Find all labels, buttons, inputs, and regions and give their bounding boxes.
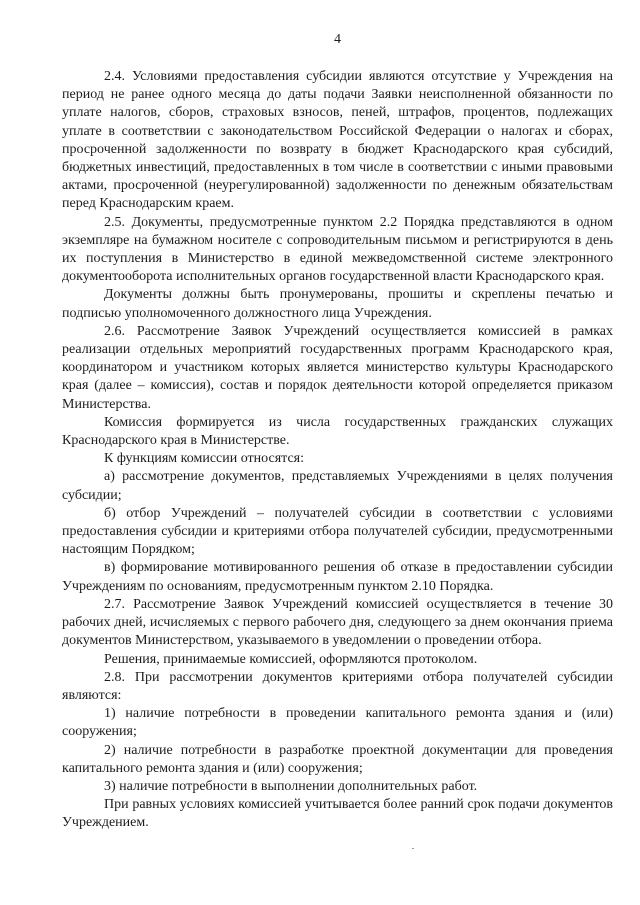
list-item-criterion-2: 2) наличие потребности в разработке проектной документации для проведения капитального ремонта здания и (или) сооружения; — [62, 742, 613, 776]
paragraph-2-4: 2.4. Условиями предоставления субсидии являются отсутствие у Учреждения на период не ранее одного месяца до даты подачи Заявки неисполненной обязанности по уплате налогов, сборов, страховых взносов, пеней, штрафов, процентов, подлежащих уплате в соответствии с законодательством Российской Федерации о налогах и сборах, просроченной задолженности по возврату в бюджет Краснодарского края субсидий, бюджетных инвестиций, предоставленных в том числе в соответствии с иными правовыми актами, просроченной (неурегулированной) задолженности по денежным обязательствам перед Краснодарским краем. — [62, 69, 613, 212]
list-item-criterion-1: 1) наличие потребности в проведении капитального ремонта здания и (или) сооружения; — [62, 706, 613, 740]
list-item-function-b: б) отбор Учреждений – получателей субсидии в соответствии с условиями предоставления субсидии и критериями отбора получателей субсидии, предусмотренными настоящим Порядком; — [62, 505, 613, 558]
list-item-function-c: в) формирование мотивированного решения об отказе в предоставлении субсидии Учреждениям по основаниям, предусмотренным пунктом 2.10 Порядка. — [62, 560, 613, 594]
paragraph-equal-conditions: При равных условиях комиссией учитывается более ранний срок подачи документов Учреждением. — [62, 797, 613, 831]
paragraph-documents-requirements: Документы должны быть пронумерованы, прошиты и скреплены печатью и подписью уполномоченного должностного лица Учреждения. — [62, 287, 613, 321]
paragraph-2-5: 2.5. Документы, предусмотренные пунктом 2.2 Порядка представляются в одном экземпляре на бумажном носителе с сопроводительным письмом и регистрируются в день их поступления в Министерство в единой межведомственной системе электронного документооборота исполнительных органов государственной власти Краснодарского края. — [62, 214, 613, 285]
paragraph-commission-functions-intro: К функциям комиссии относятся: — [104, 451, 304, 467]
page-number: 4 — [334, 32, 341, 47]
paragraph-2-8: 2.8. При рассмотрении документов критериями отбора получателей субсидии являются: — [62, 669, 613, 703]
paragraph-decisions-protocol: Решения, принимаемые комиссией, оформляются протоколом. — [104, 651, 478, 667]
paragraph-2-7: 2.7. Рассмотрение Заявок Учреждений комиссией осуществляется в течение 30 рабочих дней, исчисляемых с первого рабочего дня, следующего за днем окончания приема документов Министерством, указываемого в уведомлении о проведении отбора. — [62, 596, 613, 649]
paragraph-commission-composition: Комиссия формируется из числа государственных гражданских служащих Краснодарского края в Министерстве. — [62, 414, 613, 449]
list-item-function-a: а) рассмотрение документов, представляемых Учреждениями в целях получения субсидии; — [62, 469, 613, 503]
paragraph-2-6: 2.6. Рассмотрение Заявок Учреждений осуществляется комиссией в рамках реализации отдельных мероприятий государственных программ Краснодарского края, координатором и участником которых является министерство культуры Краснодарского края (далее – комиссия), состав и порядок деятельности которой определяется приказом Министерства. — [62, 323, 613, 412]
scan-speck — [412, 848, 414, 849]
list-item-criterion-3: 3) наличие потребности в выполнении дополнительных работ. — [104, 778, 478, 794]
